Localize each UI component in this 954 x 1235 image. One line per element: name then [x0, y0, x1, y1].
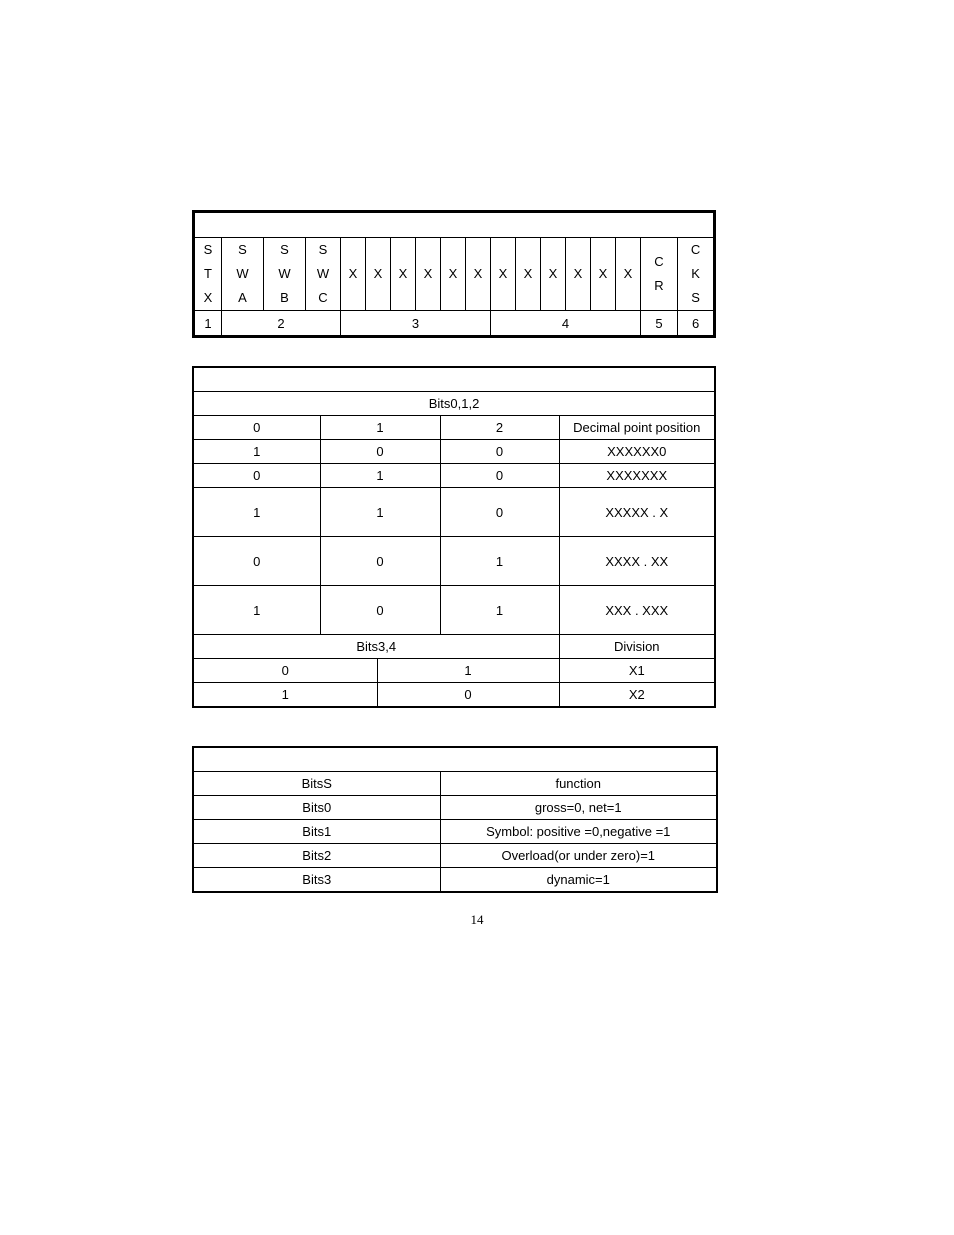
- table-cell: Symbol: positive =0,negative =1: [440, 820, 717, 844]
- frame-field-cell: C K S: [678, 238, 715, 311]
- table-cell: 1: [193, 683, 377, 708]
- table-cell: XXXXXX0: [559, 440, 715, 464]
- table-cell: 0: [320, 586, 440, 635]
- decimal-table-caption: [193, 367, 715, 392]
- table-cell: 1: [320, 488, 440, 537]
- table-cell: 1: [440, 586, 559, 635]
- table-cell: XXXX . XX: [559, 537, 715, 586]
- frame-field-cell: S T X: [194, 238, 222, 311]
- col-header: function: [440, 772, 717, 796]
- frame-field-cell: X: [491, 238, 516, 311]
- frame-field-cell: X: [591, 238, 616, 311]
- decimal-point-table: [192, 366, 716, 708]
- col-header: 0: [193, 416, 320, 440]
- frame-field-cell: S W C: [306, 238, 341, 311]
- frame-field-cell: X: [566, 238, 591, 311]
- table-cell: 1: [193, 586, 320, 635]
- frame-field-cell: X: [466, 238, 491, 311]
- division-header: Division: [559, 635, 715, 659]
- table-cell: 1: [377, 659, 559, 683]
- table-cell: 0: [193, 464, 320, 488]
- table-cell: Bits1: [193, 820, 440, 844]
- frame-field-cell: X: [416, 238, 441, 311]
- group-cell: 6: [678, 311, 715, 337]
- group-cell: 2: [222, 311, 341, 337]
- bits-header: Bits0,1,2: [193, 392, 715, 416]
- col-header: Decimal point position: [559, 416, 715, 440]
- table-cell: Bits2: [193, 844, 440, 868]
- frame-field-cell: X: [391, 238, 416, 311]
- group-cell: 1: [194, 311, 222, 337]
- status-table-caption: [193, 747, 717, 772]
- table-cell: XXXXX . X: [559, 488, 715, 537]
- frame-field-cell: X: [541, 238, 566, 311]
- col-header: BitsS: [193, 772, 440, 796]
- frame-field-cell: X: [341, 238, 366, 311]
- status-bits-table: [192, 746, 718, 893]
- table-cell: X1: [559, 659, 715, 683]
- table-cell: XXX . XXX: [559, 586, 715, 635]
- table-cell: 0: [193, 537, 320, 586]
- table-cell: 0: [440, 488, 559, 537]
- group-cell: 4: [491, 311, 641, 337]
- division-bits-header: Bits3,4: [193, 635, 559, 659]
- frame-table-caption: [194, 212, 715, 238]
- table-cell: 0: [377, 683, 559, 708]
- table-cell: 1: [193, 488, 320, 537]
- frame-field-cell: S W A: [222, 238, 264, 311]
- frame-field-cell: X: [516, 238, 541, 311]
- frame-field-cell: S W B: [264, 238, 306, 311]
- frame-format-table: [192, 210, 716, 338]
- frame-field-cell: X: [616, 238, 641, 311]
- table-cell: 0: [320, 537, 440, 586]
- table-cell: 0: [440, 440, 559, 464]
- table-cell: 0: [193, 659, 377, 683]
- table-cell: 0: [320, 440, 440, 464]
- table-cell: X2: [559, 683, 715, 708]
- table-cell: Overload(or under zero)=1: [440, 844, 717, 868]
- table-cell: 1: [193, 440, 320, 464]
- table-cell: gross=0, net=1: [440, 796, 717, 820]
- group-cell: 3: [341, 311, 491, 337]
- col-header: 1: [320, 416, 440, 440]
- table-cell: XXXXXXX: [559, 464, 715, 488]
- table-cell: 1: [440, 537, 559, 586]
- col-header: 2: [440, 416, 559, 440]
- page-number: 14: [470, 912, 484, 927]
- table-cell: 0: [440, 464, 559, 488]
- table-cell: Bits3: [193, 868, 440, 893]
- table-cell: 1: [320, 464, 440, 488]
- frame-field-cell: X: [441, 238, 466, 311]
- frame-field-cell: C R: [641, 238, 678, 311]
- group-cell: 5: [641, 311, 678, 337]
- table-cell: Bits0: [193, 796, 440, 820]
- table-cell: dynamic=1: [440, 868, 717, 893]
- frame-field-cell: X: [366, 238, 391, 311]
